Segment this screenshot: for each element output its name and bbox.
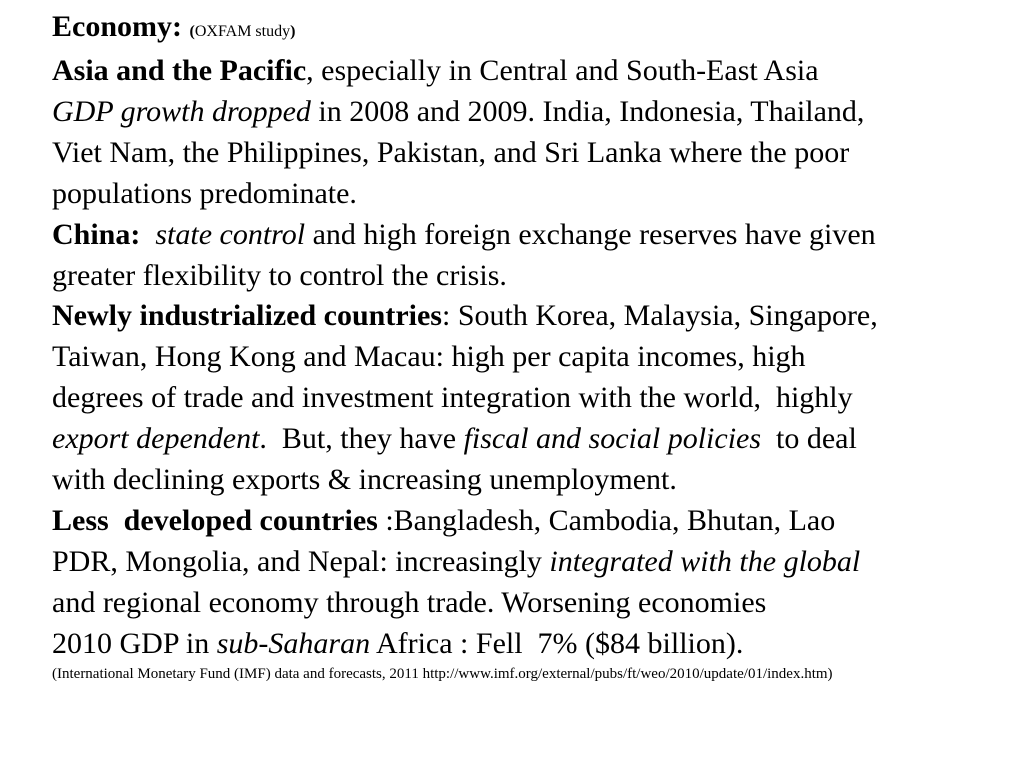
- china-emphasis: state control: [155, 217, 306, 251]
- title-paren-open: (: [189, 23, 195, 40]
- asia-line-1: [52, 51, 1012, 92]
- nic-line-1-text: : South Korea, Malaysia, Singapore,: [442, 299, 878, 333]
- china-line-2: greater flexibility to control the crisis.: [52, 258, 507, 292]
- ldc-emphasis: integrated with the global: [549, 544, 861, 578]
- nic-line-3: degrees of trade and investment integration with the world, highly: [52, 381, 853, 415]
- page-title: Economy:: [52, 10, 182, 43]
- title-line: [52, 8, 1012, 51]
- ldc-line-1: [52, 501, 1012, 542]
- africa-text-start: 2010 GDP in: [52, 626, 217, 660]
- nic-emphasis-export: export dependent: [52, 422, 260, 456]
- china-line-1-text: and high foreign exchange reserves have given: [305, 217, 876, 251]
- nic-line-1: [52, 296, 1012, 337]
- asia-line-4: populations predominate.: [52, 176, 357, 210]
- china-line-1: [52, 215, 1012, 256]
- nic-line-4-mid: . But, they have: [259, 422, 464, 456]
- ldc-line-1-text: :Bangladesh, Cambodia, Bhutan, Lao: [377, 503, 836, 537]
- africa-line: [52, 624, 1012, 665]
- nic-line-5: with declining exports & increasing unemployment.: [52, 463, 677, 497]
- asia-line-2: [52, 92, 1012, 133]
- title-paren-close: ): [290, 23, 296, 40]
- africa-emphasis: sub-Saharan: [216, 626, 371, 660]
- asia-line-2-text: in 2008 and 2009. India, Indonesia, Thailand,: [310, 94, 865, 128]
- ldc-heading: Less developed countries: [52, 503, 378, 537]
- asia-line-3: Viet Nam, the Philippines, Pakistan, and Sri Lanka where the poor: [52, 135, 850, 169]
- source-citation: (International Monetary Fund (IMF) data and forecasts, 2011 http://www.imf.org/external/pubs/ft/weo/2010/update/01/index.htm): [52, 665, 833, 682]
- ldc-line-2-text: PDR, Mongolia, and Nepal: increasingly: [52, 544, 550, 578]
- asia-heading: Asia and the Pacific: [52, 54, 307, 87]
- title-note: OXFAM study: [194, 23, 291, 40]
- ldc-line-2: [52, 542, 1012, 583]
- ldc-line-3: and regional economy through trade. Worsening economies: [52, 585, 767, 619]
- asia-line-1-text: , especially in Central and South-East Asia: [306, 54, 819, 87]
- nic-line-4-text: to deal: [761, 422, 857, 456]
- nic-line-4: [52, 419, 1012, 460]
- africa-text-rest: Africa : Fell 7% ($84 billion).: [370, 626, 744, 660]
- china-heading: China:: [52, 217, 141, 251]
- nic-line-2: Taiwan, Hong Kong and Macau: high per capita incomes, high: [52, 340, 806, 374]
- slide-body: [52, 8, 1012, 685]
- nic-heading: Newly industrialized countries: [52, 299, 442, 333]
- nic-emphasis-policies: fiscal and social policies: [463, 422, 762, 456]
- asia-emphasis: GDP growth dropped: [52, 94, 311, 128]
